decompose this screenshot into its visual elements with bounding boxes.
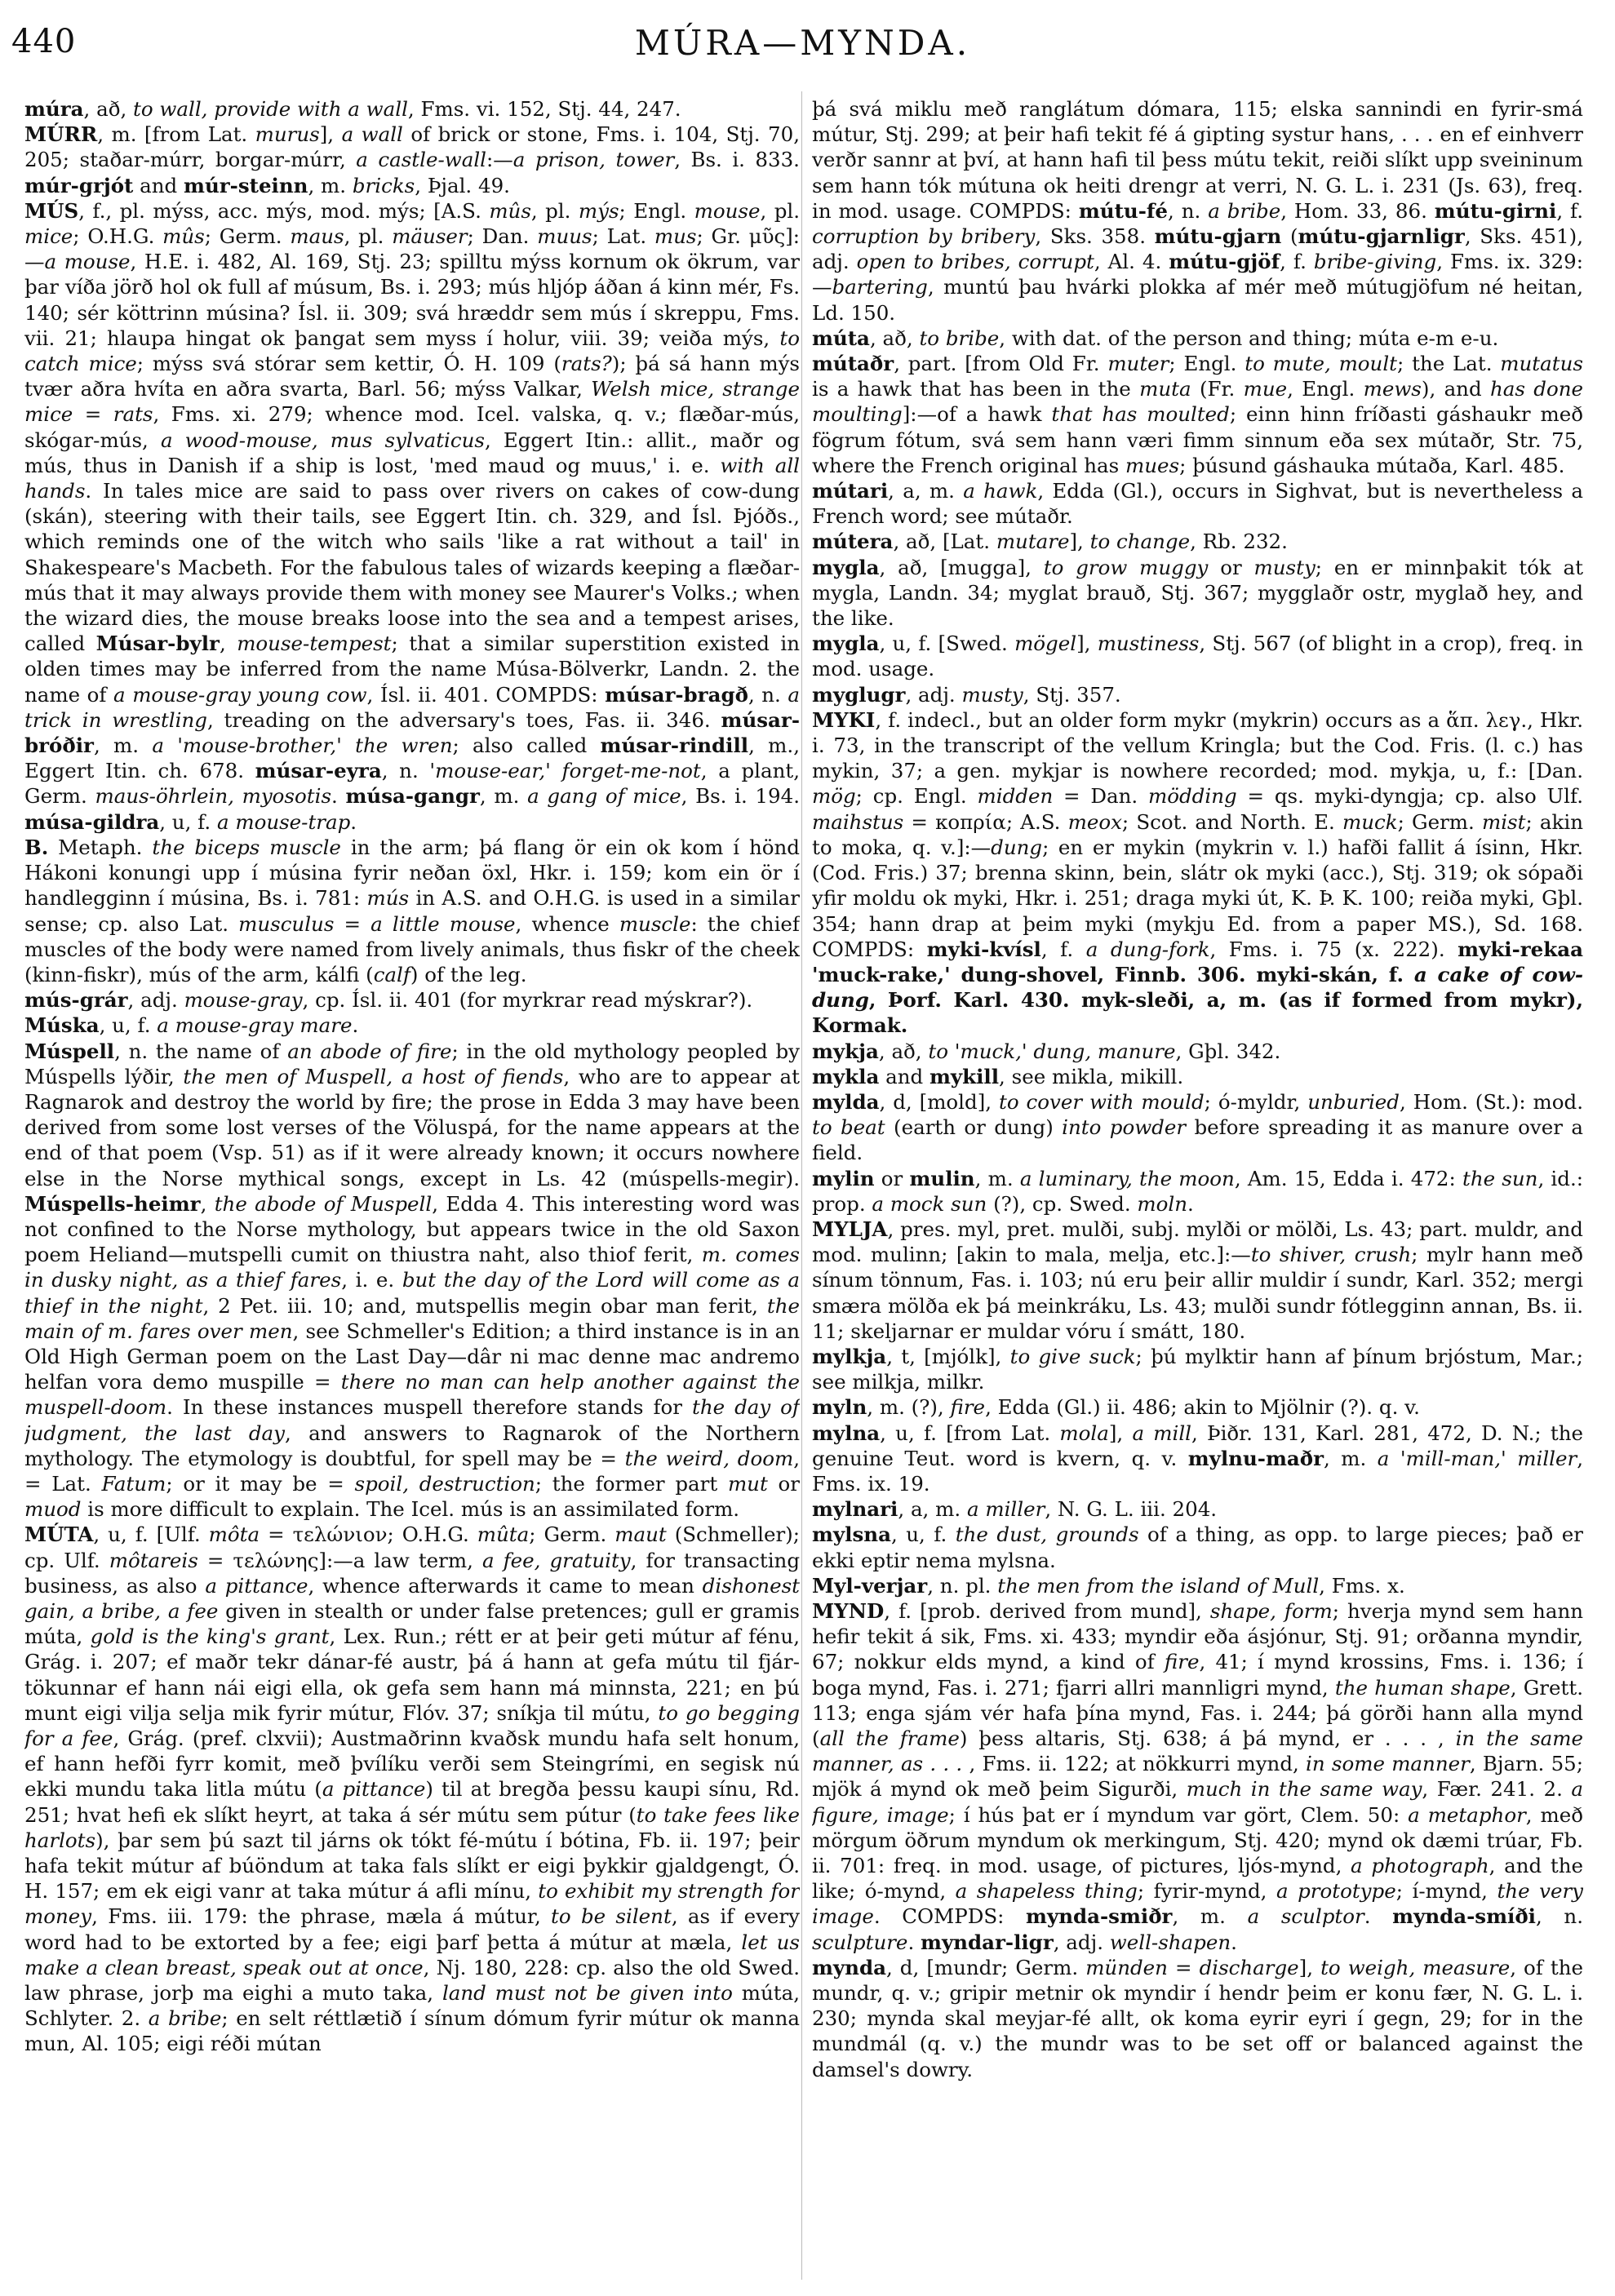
dictionary-entry: mylin or mulin, m. a luminary, the moon, Am. 15, Edda i. 472: the sun, id.: prop. a mock sun (?), cp. Swed. moln. — [812, 1166, 1583, 1216]
dictionary-entry: Múska, u, f. a mouse-gray mare. — [24, 1013, 359, 1038]
dictionary-entry: múra, að, to wall, provide with a wall, Fms. vi. 152, Stj. 44, 247. — [24, 97, 681, 121]
page-header — [11, 23, 1594, 80]
dictionary-entry: mynda, d, [mundr; Germ. münden = discharge], to weigh, measure, of the mundr, q. v.; gripir metnir ok myndir í hendr þeim er konu fær, N. G. L. i. 230; mynda skal meyjar-fé allt, ok koma eyrir eyri í gegn, 29; for in the mundmál (q. v.) the mundr was to be set off or balanced against the damsel's dowry. — [812, 1955, 1583, 2081]
running-title: MÚRA—MYNDA. — [634, 23, 971, 63]
dictionary-entry: MYKI, f. indecl., but an older form mykr (mykrin) occurs as a ἅπ. λεγ., Hkr. i. 73, in the transcript of the vellum Kringla; but the Cod. Fris. (l. c.) has mykin, 37; a gen. mykjar is nowhere recorded; mod. mykja, u, f.: [Dan. mög; cp. Engl. midden = Dan. mödding = qs. myki-dyngja; cp. also Ulf. maihstus = κοπρία; A.S. meox; Scot. and North. E. muck; Germ. mist; akin to moka, q. v.]:—dung; en er mykin (mykrin v. l.) hafði fallit á ísinn, Hkr. (Cod. Fris.) 37; brenna skinn, bein, slátr ok myki (acc.), Stj. 319; ok sópaði yfir moldu ok myki, Hkr. i. 251; draga myki út, K. Þ. K. 100; reiða myki, Gþl. 354; hann drap at þeim myki (mykju Ed. from a paper MS.), Sd. 168. COMPDS: myki-kvísl, f. a dung-fork, Fms. i. 75 (x. 222). myki-rekaa 'muck-rake,' dung-shovel, Finnb. 306. myki-skán, f. a cake of cow-dung, Þorf. Karl. 430. myk-sleði, a, m. (as if formed from mykr), Kormak. — [812, 707, 1583, 1038]
dictionary-entry: mylnari, a, m. a miller, N. G. L. iii. 204. — [812, 1497, 1218, 1522]
dictionary-entry: MYLJA, pres. myl, pret. mulði, subj. mylði or mölði, Ls. 43; part. muldr, and mod. mulinn; [akin to mala, melja, etc.]:—to shiver, crush; mylr hann með sínum tönnum, Fas. i. 103; nú eru þeir allir muldir í sundr, Karl. 352; mergi smæra mölða ek þá meinkráku, Ls. 43; mulði sundr fótlegginn annan, Bs. ii. 11; skeljarnar er muldar vóru í smátt, 180. — [812, 1217, 1583, 1343]
dictionary-entry: mylna, u, f. [from Lat. mola], a mill, Þiðr. 131, Karl. 281, 472, D. N.; the genuine Teut. word is kvern, q. v. mylnu-maðr, m. a 'mill-man,' miller, Fms. ix. 19. — [812, 1421, 1583, 1496]
dictionary-entry: mús-grár, adj. mouse-gray, cp. Ísl. ii. 401 (for myrkrar read mýskrar?). — [24, 988, 753, 1013]
dictionary-entry: múta, að, to bribe, with dat. of the person and thing; múta e-m e-u. — [812, 326, 1499, 350]
dictionary-entry: myln, m. (?), fire, Edda (Gl.) ii. 486; akin to Mjölnir (?). q. v. — [812, 1395, 1420, 1420]
dictionary-entry: Múspell, n. the name of an abode of fire; in the old mythology peopled by Múspells lýðir, the men of Muspell, a host of fiends, who are to appear at Ragnarok and destroy the world by fire; the prose in Edda 3 may have been derived from some lost verses of the Völuspá, for the name appears at the end of that poem (Vsp. 51) as if it were already known; it occurs nowhere else in the Norse mythical songs, except in Ls. 42 (múspells-megir). Múspells-heimr, the abode of Muspell, Edda 4. This interesting word was not confined to the Norse mythology, but appears twice in the old Saxon poem Heliand—mutspelli cumit on thiustra naht, also thiof ferit, m. comes in dusky night, as a thief fares, i. e. but the day of the Lord will come as a thief in the night, 2 Pet. iii. 10; and, mutspellis megin obar man ferit, the main of m. fares over men, see Schmeller's Edition; a third instance is in an Old High German poem on the Last Day—dâr ni mac denne mac andremo helfan vora demo muspille = there no man can help another against the muspell-doom. In these instances muspell therefore stands for the day of judgment, the last day, and answers to Ragnarok of the Northern mythology. The etymology is doubtful, for spell may be = the weird, doom, = Lat. Fatum; or it may be = spoil, destruction; the former part mut or muod is more difficult to explain. The Icel. mús is an assimilated form. — [24, 1039, 800, 1522]
dictionary-entry: þá svá miklu með ranglátum dómara, 115; elska sannindi en fyrir-smá mútur, Stj. 299; at þeir hafi tekit fé á gipting systur hans, . . . en ef einhverr verðr sannr at því, at hann hafi til þess mútu tekit, reiði slíkt upp sveininum sem hann tók mútuna ok heiti drengr at verri, N. G. L. i. 231 (Js. 63), freq. in mod. usage. COMPDS: mútu-fé, n. a bribe, Hom. 33, 86. mútu-girni, f. corruption by bribery, Sks. 358. mútu-gjarn (mútu-gjarnligr, Sks. 451), adj. open to bribes, corrupt, Al. 4. mútu-gjöf, f. bribe-giving, Fms. ix. 329:—bartering, muntú þau hvárki plokka af mér með mútugjöfum né heitan, Ld. 150. — [812, 97, 1583, 325]
page-number: 440 — [11, 23, 77, 60]
right-column — [812, 96, 1583, 2275]
dictionary-entry: mygla, að, [mugga], to grow muggy or musty; en er minnþakit tók at mygla, Landn. 34; myglat brauð, Stj. 367; mygglaðr ostr, myglað hey, and the like. — [812, 555, 1583, 631]
column-divider — [801, 91, 802, 2280]
dictionary-entry: B. Metaph. the biceps muscle in the arm; þá flang ör ein ok kom í hönd Hákoni konungi upp í músina fyrir neðan öxl, Hkr. i. 159; kom ein ör í handlegginn í músina, Bs. i. 781: mús in A.S. and O.H.G. is used in a similar sense; cp. also Lat. musculus = a little mouse, whence muscle: the chief muscles of the body were named from lively animals, thus fiskr of the cheek (kinn-fiskr), mús of the arm, kálfi (calf) of the leg. — [24, 835, 800, 986]
dictionary-entry: mylsna, u, f. the dust, grounds of a thing, as opp. to large pieces; það er ekki eptir nema mylsna. — [812, 1523, 1583, 1572]
dictionary-entry: MÚS, f., pl. mýss, acc. mýs, mod. mýs; [A.S. mûs, pl. mýs; Engl. mouse, pl. mice; O.H.G. mûs; Germ. maus, pl. mäuser; Dan. muus; Lat. mus; Gr. μῦς]:—a mouse, H.E. i. 482, Al. 169, Stj. 23; spilltu mýss kornum ok ökrum, var þar víða jörð hol ok full af músum, Bs. i. 293; mús hljóp áðan á kinn mér, Fs. 140; sér köttrinn músina? Ísl. ii. 309; svá hræddr sem mús í skreppu, Fms. vii. 21; hlaupa hingat ok þangat sem myss í holur, viii. 39; veiða mýs, to catch mice; mýss svá stórar sem kettir, Ó. H. 109 (rats?); þá sá hann mýs tvær aðra hvíta en aðra svarta, Barl. 56; mýss Valkar, Welsh mice, strange mice = rats, Fms. xi. 279; whence mod. Icel. valska, q. v.; flæðar-mús, skógar-mús, a wood-mouse, mus sylvaticus, Eggert Itin.: allit., maðr og mús, thus in Danish if a ship is lost, 'med maud og muus,' i. e. with all hands. In tales mice are said to pass over rivers on cakes of cow-dung (skán), steering with their tails, see Eggert Itin. ch. 329, and Ísl. Þjóðs., which reminds one of the witch who sails 'like a rat without a tail' in Shakespeare's Macbeth. For the fabulous tales of wizards keeping a flæðar-mús that it may always provide them with money see Maurer's Volks.; when the wizard dies, the mouse breaks loose into the sea and a tempest arises, called Músar-bylr, mouse-tempest; that a similar superstition existed in olden times may be inferred from the name Músa-Bölverkr, Landn. 2. the name of a mouse-gray young cow, Ísl. ii. 401. COMPDS: músar-bragð, n. a trick in wrestling, treading on the adversary's toes, Fas. ii. 346. músar-bróðir, m. a 'mouse-brother,' the wren; also called músar-rindill, m., Eggert Itin. ch. 678. músar-eyra, n. 'mouse-ear,' forget-me-not, a plant, Germ. maus-öhrlein, myosotis. músa-gangr, m. a gang of mice, Bs. i. 194. músa-gildra, u, f. a mouse-trap. — [24, 198, 800, 834]
dictionary-entry: myglugr, adj. musty, Stj. 357. — [812, 682, 1121, 707]
dictionary-entry: mútera, að, [Lat. mutare], to change, Rb. 232. — [812, 530, 1288, 554]
dictionary-entry: mykja, að, to 'muck,' dung, manure, Gþl. 342. — [812, 1039, 1281, 1063]
dictionary-entry: mútaðr, part. [from Old Fr. muter; Engl. to mute, moult; the Lat. mutatus is a hawk that has been in the muta (Fr. mue, Engl. mews), and has done moulting]:—of a hawk that has moulted; einn hinn fríðasti gáshaukr með fögrum fótum, svá sem hann væri fimm sinnum eða sex mútaðr, Str. 75, where the French original has mues; þúsund gáshauka mútaða, Karl. 485. — [812, 352, 1583, 477]
dictionary-entry: mygla, u, f. [Swed. mögel], mustiness, Stj. 567 (of blight in a crop), freq. in mod. usage. — [812, 632, 1583, 681]
dictionary-entry: MÚTA, u, f. [Ulf. môta = τελώνιον; O.H.G. mûta; Germ. maut (Schmeller); cp. Ulf. môtareis = τελώνης]:—a law term, a fee, gratuity, for transacting business, as also a pittance, whence afterwards it came to mean dishonest gain, a bribe, a fee given in stealth or under false pretences; gull er gramis múta, gold is the king's grant, Lex. Run.; rétt er at þeir geti mútur af fénu, Grág. i. 207; ef maðr tekr dánar-fé austr, þá á hann at gefa mútu til fjár-tökunnar ef hann nái eigi ella, ok gefa sem hann má minnsta, 221; en þú munt eigi vilja selja mik fyrir mútur, Flóv. 37; sníkja til mútu, to go begging for a fee, Grág. (pref. clxvii); Austmaðrinn kvaðsk mundu hafa selt honum, ef hann hefði fyrr komit, með þvílíku verði sem Steingrími, en segisk nú ekki mundu taka litla mútu (a pittance) til at bregða þessu kaupi sínu, Rd. 251; hvat hefi ek slíkt heyrt, at taka á sér mútu sem pútur (to take fees like harlots), þar sem þú sazt til járns ok tókt fé-mútu í bótina, Fb. ii. 197; þeir hafa tekit mútur af búöndum at taka fals slíkt er eigi þykkir gjaldgengt, Ó. H. 157; em ek eigi vanr at taka mútur á afli mínu, to exhibit my strength for money, Fms. iii. 179: the phrase, mæla á mútur, to be silent, as if every word had to be extorted by a fee; eigi þarf þetta á mútur at mæla, let us make a clean breast, speak out at once, Nj. 180, 228: cp. also the old Swed. law phrase, jorþ ma eighi a muto taka, land must not be given into múta, Schlyter. 2. a bribe; en selt réttlætið í sínum dómum fyrir mútur ok manna mun, Al. 105; eigi réði mútan — [24, 1523, 800, 2056]
dictionary-entry: mylkja, t, [mjólk], to give suck; þú mylktir hann af þínum brjóstum, Mar.; see milkja, milkr. — [812, 1344, 1583, 1394]
dictionary-entry: MYND, f. [prob. derived from mund], shape, form; hverja mynd sem hann hefir tekit á sik, Fms. xi. 433; myndir eða ásjónur, Stj. 91; orðanna myndir, 67; nokkur elds mynd, a kind of fire, 41; í mynd krossins, Fms. i. 136; í boga mynd, Fas. i. 271; fjarri allri mannligri mynd, the human shape, Grett. 113; enga sjám vér hafa þína mynd, Fas. i. 244; þá görði hann alla mynd (all the frame) þess altaris, Stj. 638; á þá mynd, er . . . , in the same manner, as . . . , Fms. ii. 122; at nökkurri mynd, in some manner, Bjarn. 55; mjök á mynd ok með þeim Sigurði, much in the same way, Fær. 241. 2. a figure, image; í hús þat er í myndum var gört, Clem. 50: a metaphor, með mörgum öðrum myndum ok merkingum, Stj. 420; mynd ok dæmi trúar, Fb. ii. 701: freq. in mod. usage, of pictures, ljós-mynd, a photograph, and the like; ó-mynd, a shapeless thing; fyrir-mynd, a prototype; í-mynd, the very image. COMPDS: mynda-smiðr, m. a sculptor. mynda-smíði, n. sculpture. myndar-ligr, adj. well-shapen. — [812, 1598, 1583, 1954]
dictionary-entry: mykla and mykill, see mikla, mikill. — [812, 1064, 1184, 1088]
dictionary-entry: mylda, d, [mold], to cover with mould; ó-myldr, unburied, Hom. (St.): mod. to beat (earth or dung) into powder before spreading it as manure over a field. — [812, 1089, 1583, 1165]
dictionary-entry: mútari, a, m. a hawk, Edda (Gl.), occurs in Sighvat, but is nevertheless a French word; see mútaðr. — [812, 479, 1583, 529]
dictionary-entry: Myl-verjar, n. pl. the men from the island of Mull, Fms. x. — [812, 1573, 1405, 1598]
dictionary-entry: MÚRR, m. [from Lat. murus], a wall of brick or stone, Fms. i. 104, Stj. 70, 205; staðar-múrr, borgar-múrr, a castle-wall:—a prison, tower, Bs. i. 833. múr-grjót and múr-steinn, m. bricks, Þjal. 49. — [24, 122, 800, 197]
left-column — [24, 96, 800, 2275]
